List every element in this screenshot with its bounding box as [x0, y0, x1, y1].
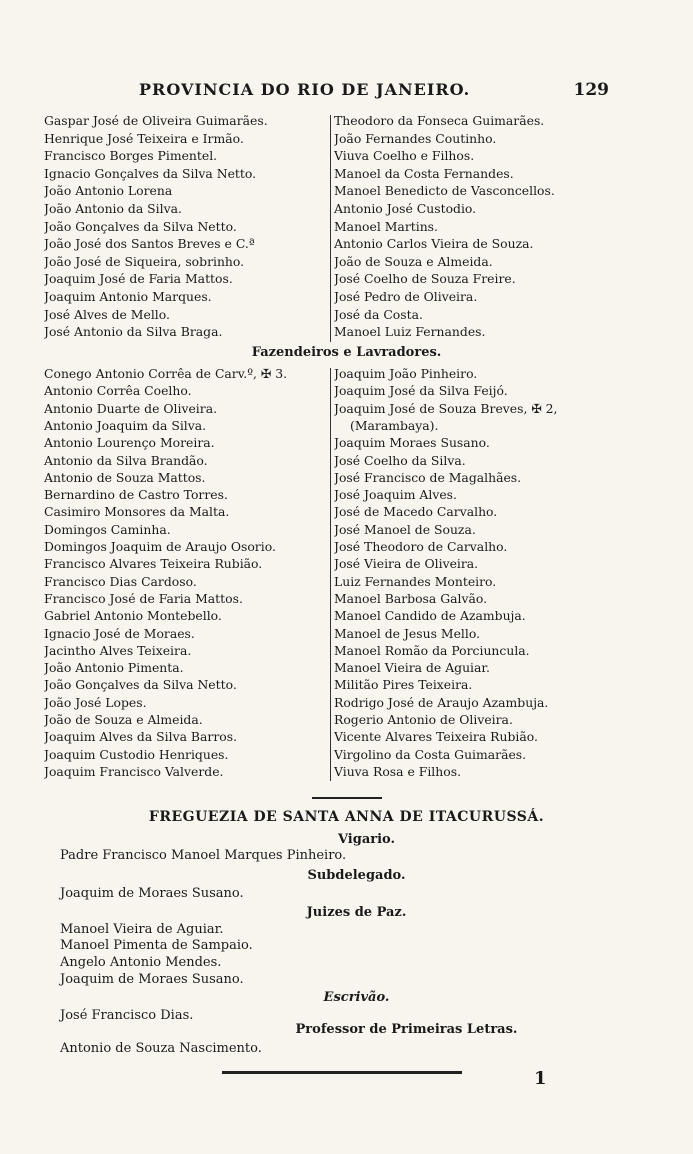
list-item-right: João Fernandes Coutinho. [334, 130, 497, 146]
list-item-right: José Pedro de Oliveira. [334, 289, 478, 304]
list-item-left: João José Lopes. [44, 694, 147, 710]
list-row [44, 148, 611, 164]
list-row [44, 712, 611, 728]
list-item-left: Ignacio José de Moraes. [44, 625, 195, 641]
list-row [44, 695, 611, 711]
vigario-name: Padre Francisco Manoel Marques Pinheiro. [60, 848, 347, 863]
column-divider [330, 115, 331, 342]
list-row [44, 201, 611, 217]
list-item-right: José Coelho da Silva. [334, 452, 466, 468]
list-item-right: Virgolino da Costa Guimarães. [334, 746, 527, 762]
list-item-right: Joaquim José da Silva Feijó. [334, 383, 508, 399]
list-item-left: Ignacio Gonçalves da Silva Netto. [44, 165, 257, 181]
list-row [44, 556, 611, 572]
list-item-left: João José dos Santos Breves e C.ª [44, 236, 255, 252]
list-item-right: Antonio Carlos Vieira de Souza. [334, 236, 534, 252]
list-item-left: João Antonio Lorena [44, 183, 173, 199]
list-item-right: José Theodoro de Carvalho. [334, 539, 508, 554]
column-divider [330, 368, 331, 781]
list-item-left: José Antonio da Silva Braga. [44, 324, 223, 340]
list-item-right: Manoel Martins. [334, 218, 438, 234]
list-item-left: João Gonçalves da Silva Netto. [44, 218, 237, 234]
list-item-left: Francisco Borges Pimentel. [44, 148, 218, 164]
list-row [44, 324, 611, 340]
list-row [44, 236, 611, 252]
escrivao-name: José Francisco Dias. [60, 1008, 194, 1023]
juizes-heading: Juizes de Paz. [306, 905, 407, 920]
list-row [44, 435, 611, 451]
list-item-left: João Gonçalves da Silva Netto. [44, 677, 237, 693]
list-item-left: Antonio Corrêa Coelho. [44, 383, 192, 399]
list-row [44, 747, 611, 763]
list-row [44, 677, 611, 693]
list-row [44, 608, 611, 624]
list-item-left: Joaquim Alves da Silva Barros. [44, 729, 238, 745]
list-item-left: Henrique José Teixeira e Irmão. [44, 130, 244, 146]
divider-rule [312, 797, 382, 799]
list-item-left: João Antonio Pimenta. [44, 660, 184, 676]
vigario-heading: Vigario. [337, 832, 396, 847]
list-row [44, 166, 611, 182]
list-item-right: Rogerio Antonio de Oliveira. [334, 712, 513, 727]
list-item-right: Joaquim Moraes Susano. [334, 435, 490, 451]
list-row [44, 219, 611, 235]
list-row [44, 626, 611, 642]
list-row [44, 289, 611, 305]
list-item-right: Manoel Candido de Azambuja. [334, 608, 526, 624]
list-row [44, 183, 611, 199]
list-row [44, 254, 611, 270]
list-item-left: Gabriel Antonio Montebello. [44, 608, 222, 624]
list-row [44, 504, 611, 520]
list-item-right: Manoel Vieira de Aguiar. [334, 660, 490, 676]
list-row [44, 574, 611, 590]
list-row [44, 729, 611, 745]
list-item-left: Joaquim Custodio Henriques. [44, 746, 229, 762]
list-item-left: João de Souza e Almeida. [44, 712, 203, 727]
list-item-right: João de Souza e Almeida. [334, 253, 493, 269]
professor-heading: Professor de Primeiras Letras. [295, 1022, 518, 1037]
ornament-rule [222, 1071, 462, 1074]
list-item-left: Gaspar José de Oliveira Guimarães. [44, 113, 268, 128]
list-item-left: Antonio da Silva Brandão. [44, 452, 208, 468]
list-row [44, 470, 611, 486]
list-item-left: Antonio Lourenço Moreira. [44, 435, 215, 451]
list-item-right: José Francisco de Magalhães. [334, 469, 522, 485]
list-row [44, 539, 611, 555]
list-item-right: Militão Pires Teixeira. [334, 677, 473, 693]
list-item-right: José Coelho de Souza Freire. [334, 271, 516, 287]
list-item-right: Joaquim José de Souza Breves, ✠ 2, [334, 400, 558, 416]
list-item-left: Francisco Alvares Teixeira Rubião. [44, 556, 263, 572]
list-item-left: Francisco Dias Cardoso. [44, 573, 197, 589]
list-item-right: José Joaquim Alves. [334, 487, 457, 503]
list-item-right: José de Macedo Carvalho. [334, 504, 498, 520]
list-item-left: João Antonio da Silva. [44, 201, 182, 216]
list-row [44, 643, 611, 659]
list-item-left: Francisco José de Faria Mattos. [44, 590, 243, 606]
list-row [44, 487, 611, 503]
list-item-left: José Alves de Mello. [44, 306, 170, 322]
list-item-left: Domingos Caminha. [44, 521, 171, 537]
list-item-left: Domingos Joaquim de Araujo Osorio. [44, 539, 276, 554]
page-number: 129 [573, 80, 609, 100]
juiz-name: Joaquim de Moraes Susano. [60, 972, 244, 987]
list-item-right: Viuva Coelho e Filhos. [334, 148, 475, 164]
list-row [44, 453, 611, 469]
list-row [44, 271, 611, 287]
list-item-right: Manoel Romão da Porciuncula. [334, 642, 530, 658]
list-item-left: Antonio de Souza Mattos. [44, 469, 206, 485]
list-item-right: Luiz Fernandes Monteiro. [334, 573, 497, 589]
subdelegado-heading: Subdelegado. [307, 868, 406, 883]
list-item-right: Manoel de Jesus Mello. [334, 625, 481, 641]
list-item-left: Antonio Joaquim da Silva. [44, 417, 207, 433]
page-title: PROVINCIA DO RIO DE JANEIRO. [139, 80, 471, 99]
list-item-right: Vicente Alvares Teixeira Rubião. [334, 729, 538, 745]
list-item-left: Jacintho Alves Teixeira. [44, 642, 192, 658]
juiz-name: Manoel Pimenta de Sampaio. [60, 938, 253, 953]
list-row [44, 660, 611, 676]
list-row [44, 383, 611, 399]
list-row [44, 522, 611, 538]
list-item-right: Viuva Rosa e Filhos. [334, 763, 462, 779]
list-item-right: Antonio José Custodio. [334, 201, 477, 216]
list-item-left: Bernardino de Castro Torres. [44, 487, 228, 503]
signature-number: 1 [534, 1068, 547, 1089]
list-row [44, 366, 611, 382]
list-row [44, 401, 611, 417]
list-item-left: Joaquim Antonio Marques. [44, 289, 212, 304]
list-row [44, 113, 611, 129]
list-item-left: Conego Antonio Corrêa de Carv.º, ✠ 3. [44, 366, 288, 381]
juiz-name: Angelo Antonio Mendes. [60, 955, 222, 970]
professor-name: Antonio de Souza Nascimento. [60, 1041, 262, 1056]
escrivao-heading: Escrivão. [323, 990, 390, 1005]
list-item-right: Manoel Luiz Fernandes. [334, 324, 486, 340]
list-item-right: Manoel Barbosa Galvão. [334, 590, 488, 606]
list-item-right: José Manoel de Souza. [334, 521, 476, 537]
list-row [44, 418, 611, 434]
list-item-right: (Marambaya). [350, 417, 439, 433]
page-header [44, 80, 609, 102]
list-item-right: Joaquim João Pinheiro. [334, 366, 478, 381]
list-item-left: Joaquim José de Faria Mattos. [44, 271, 233, 287]
list-item-right: Rodrigo José de Araujo Azambuja. [334, 694, 549, 710]
list-item-left: João José de Siqueira, sobrinho. [44, 253, 245, 269]
list-item-left: Antonio Duarte de Oliveira. [44, 400, 218, 416]
parish-title: FREGUEZIA DE SANTA ANNA DE ITACURUSSÁ. [148, 809, 545, 825]
subdelegado-name: Joaquim de Moraes Susano. [60, 886, 244, 901]
list-row [44, 591, 611, 607]
list-row [44, 764, 611, 780]
list-item-right: Theodoro da Fonseca Guimarães. [334, 113, 545, 128]
list-item-left: Casimiro Monsores da Malta. [44, 504, 230, 520]
list-row [44, 131, 611, 147]
list-item-right: José Vieira de Oliveira. [334, 556, 479, 572]
list-item-right: Manoel da Costa Fernandes. [334, 165, 514, 181]
list-item-left: Joaquim Francisco Valverde. [44, 763, 224, 779]
juiz-name: Manoel Vieira de Aguiar. [60, 922, 224, 937]
list-item-right: José da Costa. [334, 306, 423, 322]
list-row [44, 307, 611, 323]
list-item-right: Manoel Benedicto de Vasconcellos. [334, 183, 555, 199]
fazendeiros-heading: Fazendeiros e Lavradores. [251, 345, 442, 360]
